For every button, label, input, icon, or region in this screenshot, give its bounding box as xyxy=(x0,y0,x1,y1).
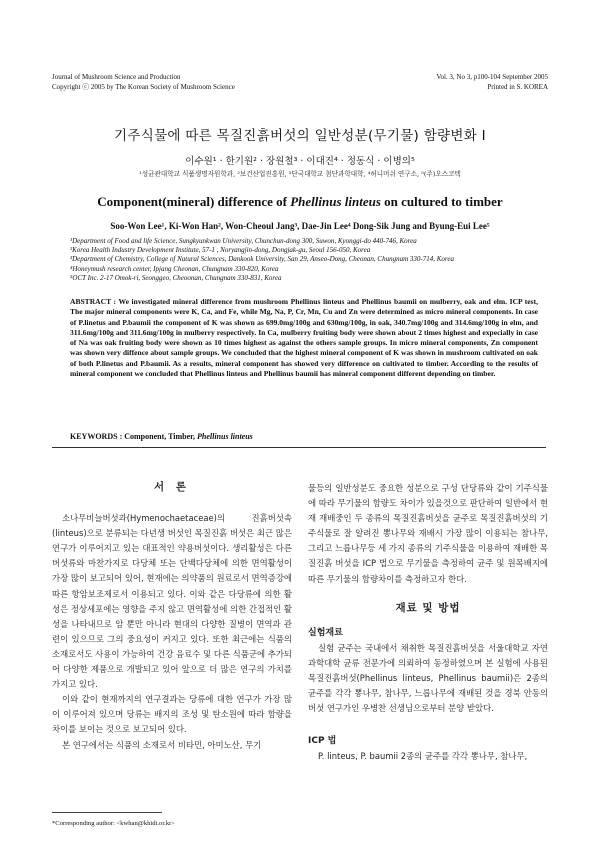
methods-heading: 재료 및 방법 xyxy=(395,601,461,614)
materials-heading: 실험재료 xyxy=(308,627,343,638)
materials-paragraph: 실험 균주는 국내에서 채취한 목질진흙버섯을 서울대학교 자연과학대학 균류 전문가에 의뢰하여 동정하였으며 본 실험에 사용된 목질진흙버섯(Phellinus linteus, Phellinus baumii)은 2종의 균주를 각각 뽕나무, 참나무, 느릅나무에 재배된 것을 경북 안동의 버섯 연구가인 우병찬 선생님으로부터 분양 받았다. xyxy=(308,642,548,714)
icp-heading: ICP 법 xyxy=(308,736,337,747)
english-title-species: Phellinus linteus xyxy=(290,194,381,209)
copyright-line: Copyright ⓒ 2005 by The Korean Society of Mushroom Science xyxy=(52,83,235,91)
keywords-divider xyxy=(52,447,546,448)
affiliation-line: ⁵OCT Inc. 2-17 Omok-ri, Seonggeo, Cheoonan, Chungnam 330-831, Korea xyxy=(70,273,282,282)
abstract-label: ABSTRACT : xyxy=(70,297,117,306)
left-column xyxy=(52,480,292,753)
intro-paragraph: 이와 같이 현재까지의 연구결과는 당류에 대한 연구가 가장 많이 이루어져 있으며 당류는 배지의 조성 및 탄소원에 따라 함량을 차이를 보이는 것으로 보고되어 있다. xyxy=(52,694,292,735)
volume-info: Vol. 3, No 3, p100-104 September 2005 xyxy=(436,73,548,81)
right-column xyxy=(308,481,548,765)
intro-heading: 서 론 xyxy=(154,481,190,493)
footnote-divider xyxy=(52,812,162,813)
affiliation-line: ⁴Honeymush research center, Ipjang Cheonan, Chungnam 330-820, Korea xyxy=(70,264,279,273)
english-title xyxy=(0,194,600,210)
korean-title: 기주식물에 따른 목질진흙버섯의 일반성분(무기물) 함량변화 Ⅰ xyxy=(114,128,486,144)
keywords xyxy=(70,432,253,441)
english-affiliations xyxy=(70,237,550,283)
english-title-suffix: on cultured to timber xyxy=(380,194,503,209)
keywords-species: Phellinus linteus xyxy=(197,432,253,441)
korean-authors: 이수원¹ · 한기원² · 장원철³ · 이대진⁴ · 정동식 · 이병의⁵ xyxy=(185,156,415,167)
corresponding-author-footnote: *Corresponding author: <kwhan@khidi.or.kr> xyxy=(52,820,176,827)
icp-paragraph: P. linteus, P. baumii 2종의 균주를 각각 뽕나무, 참나무, xyxy=(318,751,528,762)
affiliation-line: ¹Department of Food and life Science, Sungkyunkwan University, Chunchun-dong 300, Suwon, Kyonggi-do 440-746, Korea xyxy=(70,237,417,245)
printed-in: Printed in S. KOREA xyxy=(487,83,548,91)
abstract xyxy=(70,297,538,379)
english-title-prefix: Component(mineral) difference of xyxy=(97,194,291,209)
journal-header-left xyxy=(52,72,235,92)
intro-paragraph: 소나무비늘버섯과(Hymenochaetaceae)의 진흙버섯속(linteus)으로 분류되는 다년생 버섯인 목질진흙 버섯은 최근 많은 연구가 이루어지고 있는 대표적인 약용버섯이다. 생리활성은 다른 버섯류와 마찬가지로 다당체 또는 단백다당체에 의한 면역활성이 가장 많이 보고되어 있어, 현재에는 의약품의 원료로서 면역증강에 따른 항암보조제로서 이용되고 있다. 이와 같은 다당류에 의한 활성은 정상세포에는 영향을 주지 않고 면역활성에 의한 간접적인 활성을 나타내므로 암 뿐만 아니라 현대의 다양한 질병이 면역과 관련이 있으므로 그의 중요성이 커지고 있다. 또한 최근에는 식품의 소재로서도 사용이 가능하여 건강 음료수 및 다른 식품군에 추가되어 다양한 제품으로 개발되고 있어 앞으로 더 많은 연구의 가치를 가지고 있다. xyxy=(52,513,292,690)
korean-affiliations: ¹성균관대학교 식품생명자원학과, ²보건산업진흥원, ³단국대학교 첨단과학대학, ⁴허니머쉬 연구소, ⁵(주)오스코텍 xyxy=(139,170,461,178)
keywords-text: Component, Timber, xyxy=(122,432,197,441)
affiliation-line: ²Korea Health Industry Development Institute, 57-1 , Noryangjin-dong, Dongjak-gu, Seoul 156-050, Korea xyxy=(70,246,371,255)
intro-paragraph: 본 연구에서는 식품의 소재로서 비타민, 아미노산, 무기 xyxy=(62,739,262,750)
journal-name: Journal of Mushroom Science and Production xyxy=(52,73,181,81)
english-authors: Soo-Won Lee¹, Ki-Won Han², Won-Cheoul Jang³, Dae-Jin Lee⁴ Dong-Sik Jung and Byung-Eui Lee⁵ xyxy=(110,221,490,231)
abstract-text: We investigated mineral difference from mushroom Phellinus linteus and Phellinus baumii on mulberry, oak and elm. ICP test, The major mineral components were K, Ca, and Fe, while Mg, Na, P, Cr, Mn, Cu and Zn were determined as micro mineral components. In case of P.linetus and P.baumii the component of K was shown as 699.0mg/100g and 630mg/100g, in oak, 340.7mg/100g and 314.6mg/100g in elm, and 311.6mg/100g and 311.6mg/100g in mulberry respectively. In Ca, mulberry fruiting body were shown about 2 times highest and expecially in case of Na was oak fruiting body were shown as 10 times highest as against the others sample groups. In micro mineral components, Zn component was shown very diffence about sample groups. We concluded that the highest mineral component of K was shown in mushroom cultivated on oak of both P.linetus and P.baumii. As a results, mineral component has showed very difference on cultivated to timber. According to the results of mineral component we concluded that Phellinus linteus and Phellinus baumii has mineral component different depending on timber. xyxy=(70,297,538,379)
keywords-label: KEYWORDS : xyxy=(70,432,123,441)
body-paragraph: 물등의 일반성분도 중요한 성분으로 구성 단당류와 같이 기주식물에 따라 무기물의 함량도 차이가 있을것으로 판단하여 일반에서 현재 재배중인 두 종류의 목질진흙버섯을 균주로 목질진흙버섯의 기주식물로 잘 알려진 뽕나무와 재배시 가장 많이 이용되는 참나무, 그리고 느릅나무등 세 가지 종류의 기주식물을 이용하여 재배한 목질진흙 버섯을 ICP 법으로 무기물을 측정하여 균주 및 원목배지에 따른 무기물의 함량차이를 측정하고자 한다. xyxy=(308,483,548,584)
affiliation-line: ³Department of Chemistry, College of Natural Sciences, Dankook University, San 29, Anseo-Dong, Cheonan, Chungnam 330-714, Korea xyxy=(70,255,454,264)
journal-header-right xyxy=(436,72,548,92)
